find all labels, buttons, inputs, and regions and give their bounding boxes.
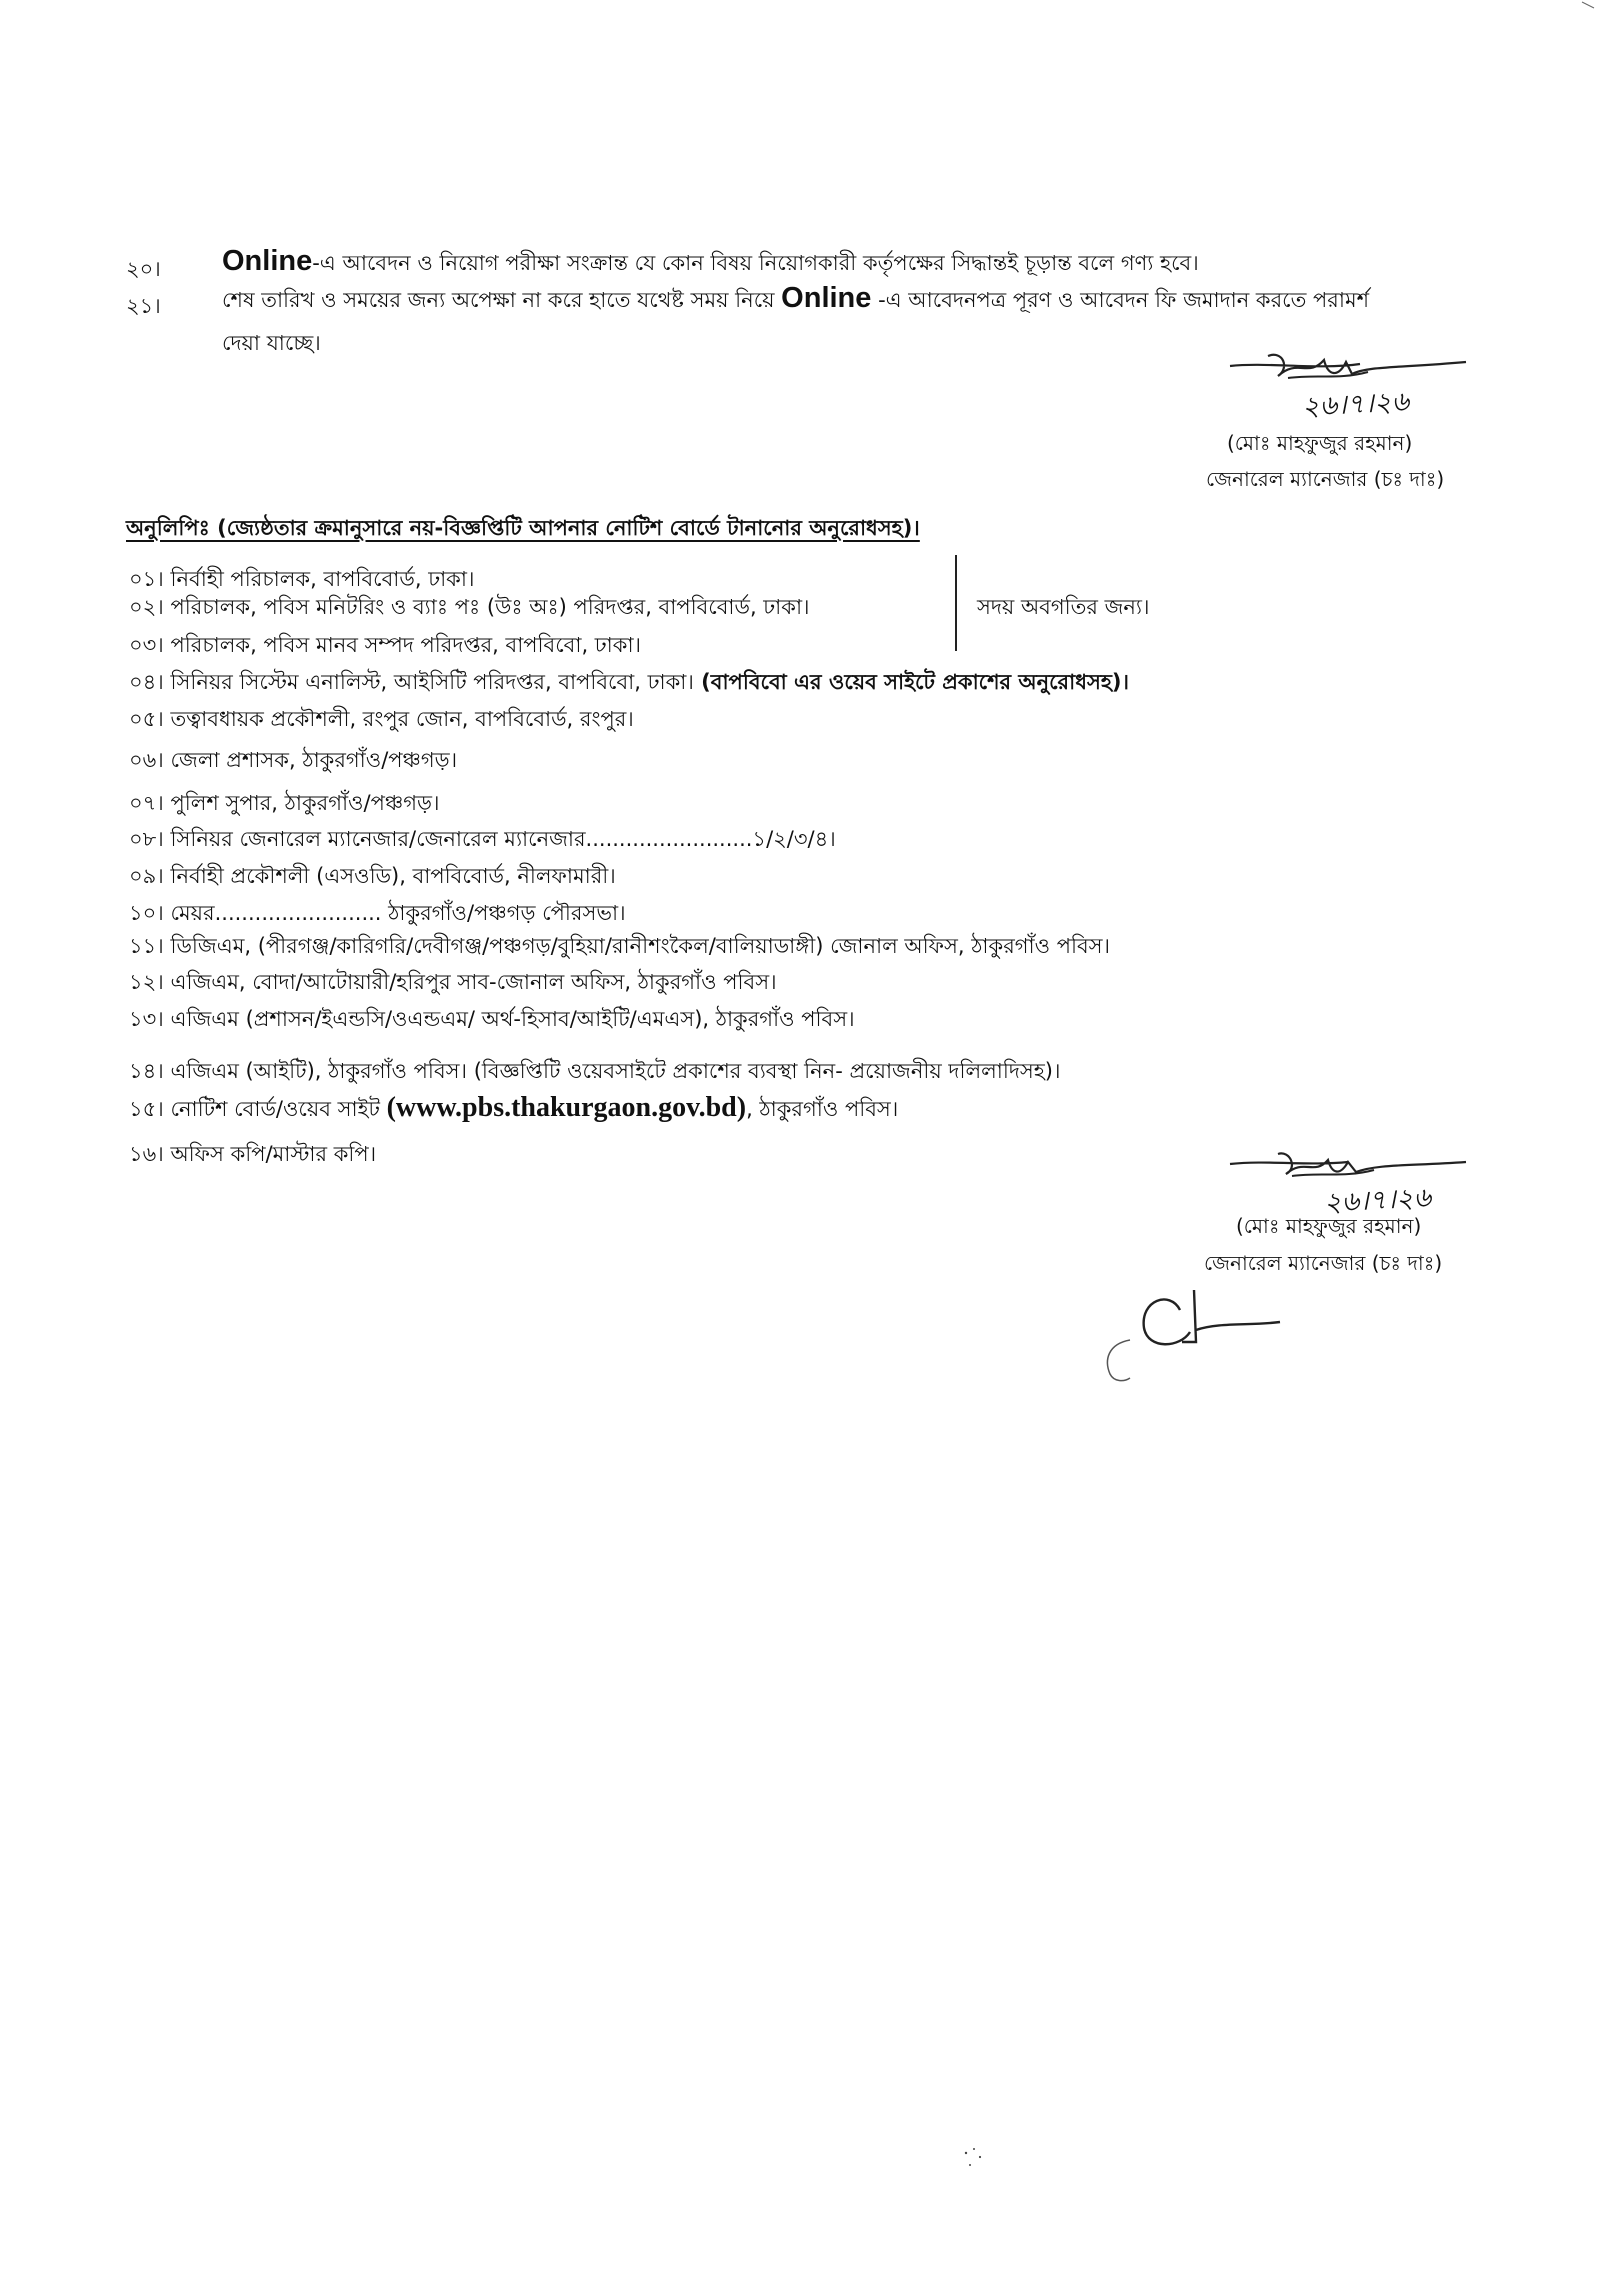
signature-bottom-date: ২৬।৭।২৬ <box>1323 1182 1432 1219</box>
list-item <box>129 1004 855 1034</box>
list-item <box>129 861 616 891</box>
list-item <box>129 1139 376 1169</box>
item-number: ১৬। <box>129 1142 164 1166</box>
item-number: ০৪। <box>129 670 164 694</box>
list-item <box>129 630 641 660</box>
clause-20-text: -এ আবেদন ও নিয়োগ পরীক্ষা সংক্রান্ত যে কোন বিষয় নিয়োগকারী কর্তৃপক্ষের সিদ্ধান্তই চূড়ান্ত বলে গণ্য হবে। <box>312 251 1199 275</box>
item-text: এজিএম (আইটি), ঠাকুরগাঁও পবিস। (বিজ্ঞপ্তিটি ওয়েবসাইটে প্রকাশের ব্যবস্থা নিন- প্রয়োজনীয় দলিলাদিসহ)। <box>170 1059 1061 1083</box>
signature-top-designation: জেনারেল ম্যানেজার (চঃ দাঃ) <box>1206 467 1445 491</box>
signature-bottom-name: (মোঃ মাহফুজুর রহমান) <box>1236 1214 1422 1238</box>
initials-scribble <box>1100 1270 1290 1390</box>
list-item <box>129 931 1110 961</box>
item-number: ১৫। <box>129 1097 164 1121</box>
clause-21-text-after: -এ আবেদনপত্র পূরণ ও আবেদন ফি জমাদান করতে পরামর্শ <box>871 288 1370 312</box>
item-text: নির্বাহী পরিচালক, বাপবিবোর্ড, ঢাকা। <box>170 567 475 591</box>
list-item <box>129 704 634 734</box>
clause-21-number: ২১। <box>126 294 161 318</box>
item-number: ০১। <box>129 567 164 591</box>
item-text: সিনিয়র জেনারেল ম্যানেজার/জেনারেল ম্যানেজার.........................১/২/৩/৪। <box>170 827 836 851</box>
item-text-after: , ঠাকুরগাঁও পবিস। <box>746 1097 899 1121</box>
list-item <box>129 592 810 622</box>
item-text: অফিস কপি/মাস্টার কপি। <box>170 1142 377 1166</box>
bracket-note: সদয় অবগতির জন্য। <box>977 595 1150 619</box>
signature-top-name: (মোঃ মাহফুজুর রহমান) <box>1227 431 1413 455</box>
copy-heading: অনুলিপিঃ (জ্যেষ্ঠতার ক্রমানুসারে নয়-বিজ্ঞপ্তিটি আপনার নোটিশ বোর্ডে টানানোর অনুরোধসহ)। <box>126 516 920 540</box>
signature-top-date: ২৬।৭।২৬ <box>1301 386 1410 423</box>
item-text: পরিচালক, পবিস মনিটরিং ও ব্যাঃ পঃ (উঃ অঃ) পরিদপ্তর, বাপবিবোর্ড, ঢাকা। <box>170 595 810 619</box>
online-keyword: Online <box>222 245 313 277</box>
item-text: এজিএম (প্রশাসন/ইএন্ডসি/ওএন্ডএম/ অর্থ-হিসাব/আইটি/এমএস), ঠাকুরগাঁও পবিস। <box>170 1007 855 1031</box>
item-number: ০৮। <box>129 827 164 851</box>
clause-21 <box>222 283 1369 315</box>
item-text: জেলা প্রশাসক, ঠাকুরগাঁও/পঞ্চগড়। <box>170 748 458 772</box>
item-text: ডিজিএম, (পীরগঞ্জ/কারিগরি/দেবীগঞ্জ/পঞ্চগড়/বুহিয়া/রানীশংকৈল/বালিয়াডাঙ্গী) জোনাল অফিস, ঠাকুরগাঁও পবিস। <box>170 934 1111 958</box>
clause-20-number: ২০। <box>126 257 161 281</box>
item-text: মেয়র......................... ঠাকুরগাঁও/পঞ্চগড় পৌরসভা। <box>170 901 626 925</box>
list-item <box>129 824 836 854</box>
item-text: পুলিশ সুপার, ঠাকুরগাঁও/পঞ্চগড়। <box>170 791 440 815</box>
item-text: তত্বাবধায়ক প্রকৌশলী, রংপুর জোন, বাপবিবোর্ড, রংপুর। <box>170 707 634 731</box>
item-extra-note: (বাপবিবো এর ওয়েব সাইটে প্রকাশের অনুরোধসহ)। <box>693 670 1129 694</box>
item-text: নির্বাহী প্রকৌশলী (এসওডি), বাপবিবোর্ড, নীলফামারী। <box>170 864 616 888</box>
online-keyword: Online <box>781 282 872 314</box>
website-url: (www.pbs.thakurgaon.gov.bd) <box>386 1092 747 1123</box>
item-text: সিনিয়র সিস্টেম এনালিস্ট, আইসিটি পরিদপ্তর, বাপবিবো, ঢাকা। <box>170 670 694 694</box>
item-number: ০২। <box>129 595 164 619</box>
item-number: ১৩। <box>129 1007 164 1031</box>
clause-20 <box>222 246 1199 278</box>
item-number: ০৩। <box>129 633 164 657</box>
list-item <box>129 745 457 775</box>
item-text: পরিচালক, পবিস মানব সম্পদ পরিদপ্তর, বাপবিবো, ঢাকা। <box>170 633 642 657</box>
list-item <box>129 667 1129 697</box>
item-number: ১২। <box>129 970 164 994</box>
corner-mark <box>1580 0 1600 20</box>
list-item <box>129 967 777 997</box>
item-text: এজিএম, বোদা/আটোয়ারী/হরিপুর সাব-জোনাল অফিস, ঠাকুরগাঁও পবিস। <box>170 970 777 994</box>
clause-21-continuation: দেয়া যাচ্ছে। <box>222 331 321 355</box>
item-number: ১৪। <box>129 1059 164 1083</box>
item-number: ১০। <box>129 901 164 925</box>
bracket-line <box>955 555 957 651</box>
item-number: ০৬। <box>129 748 164 772</box>
item-number: ০৭। <box>129 791 164 815</box>
item-number: ০৫। <box>129 707 164 731</box>
item-number: ১১। <box>129 934 164 958</box>
clause-21-text-before: শেষ তারিখ ও সময়ের জন্য অপেক্ষা না করে হাতে যথেষ্ট সময় নিয়ে <box>222 288 782 312</box>
list-item <box>129 1056 1061 1086</box>
signature-bottom-designation: জেনারেল ম্যানেজার (চঃ দাঃ) <box>1204 1251 1443 1275</box>
item-number: ০৯। <box>129 864 164 888</box>
item-text: নোটিশ বোর্ড/ওয়েব সাইট <box>170 1097 387 1121</box>
list-item <box>129 1093 898 1124</box>
list-item <box>129 564 474 594</box>
scan-specks <box>960 2145 1000 2175</box>
list-item <box>129 788 439 818</box>
list-item <box>129 898 626 928</box>
